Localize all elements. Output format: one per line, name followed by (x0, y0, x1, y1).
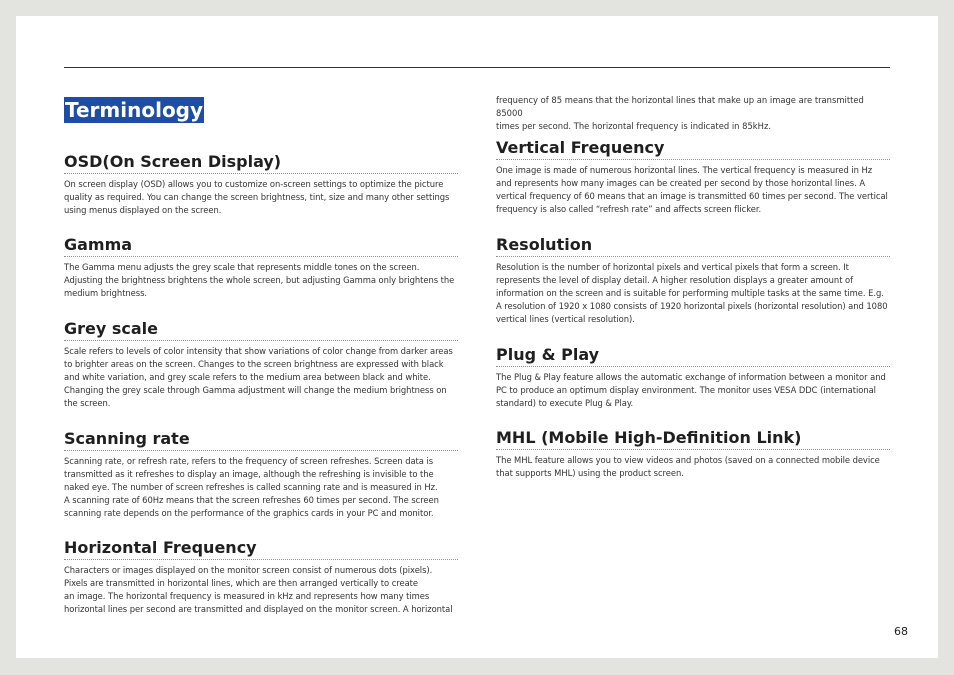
section-body: On screen display (OSD) allows you to customize on-screen settings to optimize the picture quality as required. You can change the screen brightness, tint, size and many other settings using menus displayed on the screen. (64, 179, 450, 215)
section-gamma (64, 235, 458, 300)
section-body: The MHL feature allows you to view videos and photos (saved on a connected mobile device that supports MHL) using the product screen. (496, 455, 880, 478)
section-horizontal-frequency (64, 538, 458, 616)
section-grey-scale (64, 319, 458, 410)
section-body: The Plug & Play feature allows the automatic exchange of information between a monitor and PC to produce an optimum display environment. The monitor uses VESA DDC (international standard) to execute Plug & Play. (496, 372, 886, 408)
header-rule (64, 67, 890, 68)
section-heading: Grey scale (64, 319, 458, 341)
document-page (16, 16, 938, 658)
section-heading: OSD(On Screen Display) (64, 152, 458, 174)
section-heading: MHL (Mobile High-Definition Link) (496, 428, 890, 450)
section-heading: Gamma (64, 235, 458, 257)
section-heading: Scanning rate (64, 429, 458, 451)
section-heading: Resolution (496, 235, 890, 257)
section-scanning-rate (64, 429, 458, 520)
section-body: Scale refers to levels of color intensity that show variations of color change from darker areas to brighter areas on the screen. Changes to the screen brightness are expressed with black and white variation, and grey scale refers to the medium area between black and white. Changing the grey scale through Gamma adjustment will change the medium brightness on the screen. (64, 346, 453, 408)
section-plug-and-play (496, 345, 890, 410)
section-osd (64, 152, 458, 217)
section-body: Resolution is the number of horizontal pixels and vertical pixels that form a screen. It represents the level of display detail. A higher resolution displays a greater amount of information on the screen and is suitable for performing multiple tasks at the same time. E.g. A resolution of 1920 x 1080 consists of 1920 horizontal pixels (horizontal resolution) and 1080 vertical lines (vertical resolution). (496, 262, 888, 324)
section-body: One image is made of numerous horizontal lines. The vertical frequency is measured in Hz and represents how many images can be created per second by those horizontal lines. A vertical frequency of 60 means that an image is transmitted 60 times per second. The vertical frequency is also called “refresh rate” and affects screen flicker. (496, 165, 888, 214)
section-resolution (496, 235, 890, 326)
section-heading: Plug & Play (496, 345, 890, 367)
section-vertical-frequency (496, 138, 890, 216)
section-body: The Gamma menu adjusts the grey scale that represents middle tones on the screen. Adjusting the brightness brightens the whole screen, but adjusting Gamma only brightens the medium brightness. (64, 262, 455, 298)
section-heading: Vertical Frequency (496, 138, 890, 160)
section-body: Characters or images displayed on the monitor screen consist of numerous dots (pixels). Pixels are transmitted in horizontal lines, which are then arranged vertically to create an image. The horizontal frequency is measured in kHz and represents how many times horizontal lines per second are transmitted and displayed on the monitor screen. A horizontal (64, 565, 453, 614)
page-number: 68 (894, 625, 908, 638)
section-heading: Horizontal Frequency (64, 538, 458, 560)
section-mhl (496, 428, 890, 480)
page-title: Terminology (65, 98, 204, 122)
section-body: Scanning rate, or refresh rate, refers to the frequency of screen refreshes. Screen data is transmitted as it refreshes to display an image, although the refreshing is invisible to the naked eye. The number of screen refreshes is called scanning rate and is measured in Hz. A scanning rate of 60Hz means that the screen refreshes 60 times per second. The screen scanning rate depends on the performance of the graphics cards in your PC and monitor. (64, 456, 439, 518)
continued-text: frequency of 85 means that the horizontal lines that make up an image are transmitted 85000 times per second. The horizontal frequency is indicated in 85kHz. (496, 95, 864, 131)
